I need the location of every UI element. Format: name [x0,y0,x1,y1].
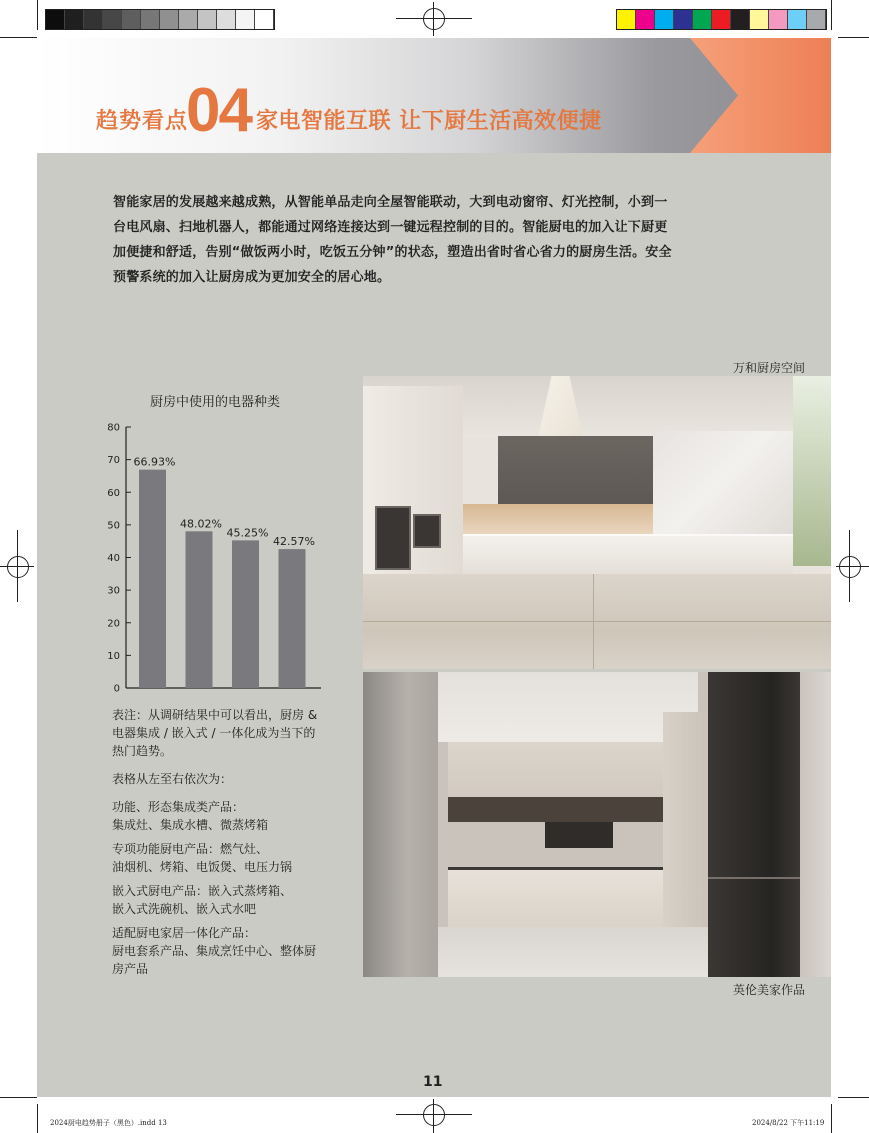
gray-swatch [160,10,179,29]
registration-line [396,18,472,19]
color-swatch [655,10,674,29]
color-swatch [731,10,750,29]
crop-mark [0,1097,37,1098]
gray-swatch [236,10,255,29]
grayscale-color-bar [45,9,275,30]
gray-swatch [103,10,122,29]
registration-line [849,530,850,602]
note-item-body: 嵌入式洗碗机、嵌入式水吧 [112,902,257,916]
kitchen-photo-top [363,376,831,669]
color-swatch [750,10,769,29]
bar [186,531,213,688]
color-swatch [674,10,693,29]
bar-data-label: 66.93% [133,455,176,469]
y-tick-label: 40 [107,553,120,564]
note-item-title: 功能、形态集成类产品： [112,800,245,814]
gray-swatch [84,10,103,29]
photo-credit-top: 万和厨房空间 [733,361,806,375]
registration-mark [839,556,861,578]
crop-mark [37,0,38,30]
color-swatch [807,10,826,29]
note-item-body: 油烟机、烤箱、电饭煲、电压力锅 [112,860,293,874]
note-item-body: 厨电套系产品、集成烹饪中心、整体厨房产品 [112,944,317,976]
crop-mark [0,37,37,38]
registration-line [836,566,869,567]
note-item-title: 嵌入式厨电产品：嵌入式蒸烤箱、 [112,884,293,898]
intro-paragraph: 智能家居的发展越来越成熟，从智能单品走向全屋智能联动，大到电动窗帘、灯光控制，小到一台电风扇、扫地机器人，都能通过网络连接达到一键远程控制的目的。智能厨电的加入让下厨更加便捷和舒适，告别“做饭两小时，吃饭五分钟”的状态，塑造出省时省心省力的厨房生活。安全预警系统的加入让厨房成为更加安全的居心地。 [113,195,672,285]
gray-swatch [46,10,65,29]
photo-credit-bottom: 英伦美家作品 [733,983,806,997]
footer-timestamp: 2024/8/22 下午11:19 [752,1119,825,1127]
registration-line [396,1114,472,1115]
note-item-title: 适配厨电家居一体化产品： [112,926,257,940]
appliance-usage-bar-chart [100,418,335,698]
y-tick-label: 10 [107,650,120,662]
color-swatch [636,10,655,29]
y-tick-label: 20 [107,618,120,630]
footer-file-name: 2024厨电趋势册子（黑色）.indd 13 [50,1119,167,1127]
color-swatch [769,10,788,29]
registration-line [433,1099,434,1133]
bar-data-label: 42.57% [273,535,315,549]
crop-mark [37,1104,38,1133]
crop-mark [838,37,869,38]
chart-notes [112,706,327,978]
crop-mark [838,1097,869,1098]
note-item-body: 集成灶、集成水槽、微蒸烤箱 [112,818,269,832]
bar-data-label: 45.25% [226,526,269,540]
y-tick-label: 60 [107,487,120,499]
cmyk-color-bar [616,9,827,30]
gray-swatch [198,10,217,29]
note-item-title: 专项功能厨电产品：燃气灶、 [112,842,269,856]
y-tick-label: 70 [107,455,120,467]
chart-title: 厨房中使用的电器种类 [150,395,281,410]
color-swatch [712,10,731,29]
color-swatch [788,10,807,29]
registration-line [433,2,434,36]
gray-swatch [179,10,198,29]
y-tick-label: 80 [107,422,120,434]
registration-mark [423,1104,445,1126]
crop-mark [831,0,832,30]
order-title: 表格从左至右依次为： [112,772,233,786]
bar-data-label: 48.02% [180,517,222,531]
y-tick-label: 30 [107,585,120,597]
y-tick-label: 0 [113,683,120,695]
page-headline: 家电智能互联 让下厨生活高效便捷 [256,108,602,134]
gray-swatch [255,10,274,29]
kitchen-photo-bottom [363,672,831,977]
bar [139,470,166,688]
gray-swatch [65,10,84,29]
gray-swatch [217,10,236,29]
bar [232,540,259,688]
trend-label: 趋势看点 [96,108,189,134]
registration-line [17,530,18,602]
gray-swatch [141,10,160,29]
section-number: 04 [186,76,251,145]
color-swatch [617,10,636,29]
color-swatch [693,10,712,29]
chart-remark: 表注：从调研结果中可以看出，厨房 & 电器集成 / 嵌入式 / 一体化成为当下的热门趋势。 [112,708,318,758]
registration-mark [7,556,29,578]
gray-swatch [122,10,141,29]
bar [279,549,306,688]
registration-mark [423,8,445,30]
page-number: 11 [423,1074,443,1090]
y-tick-label: 50 [107,520,120,532]
crop-mark [831,1104,832,1133]
